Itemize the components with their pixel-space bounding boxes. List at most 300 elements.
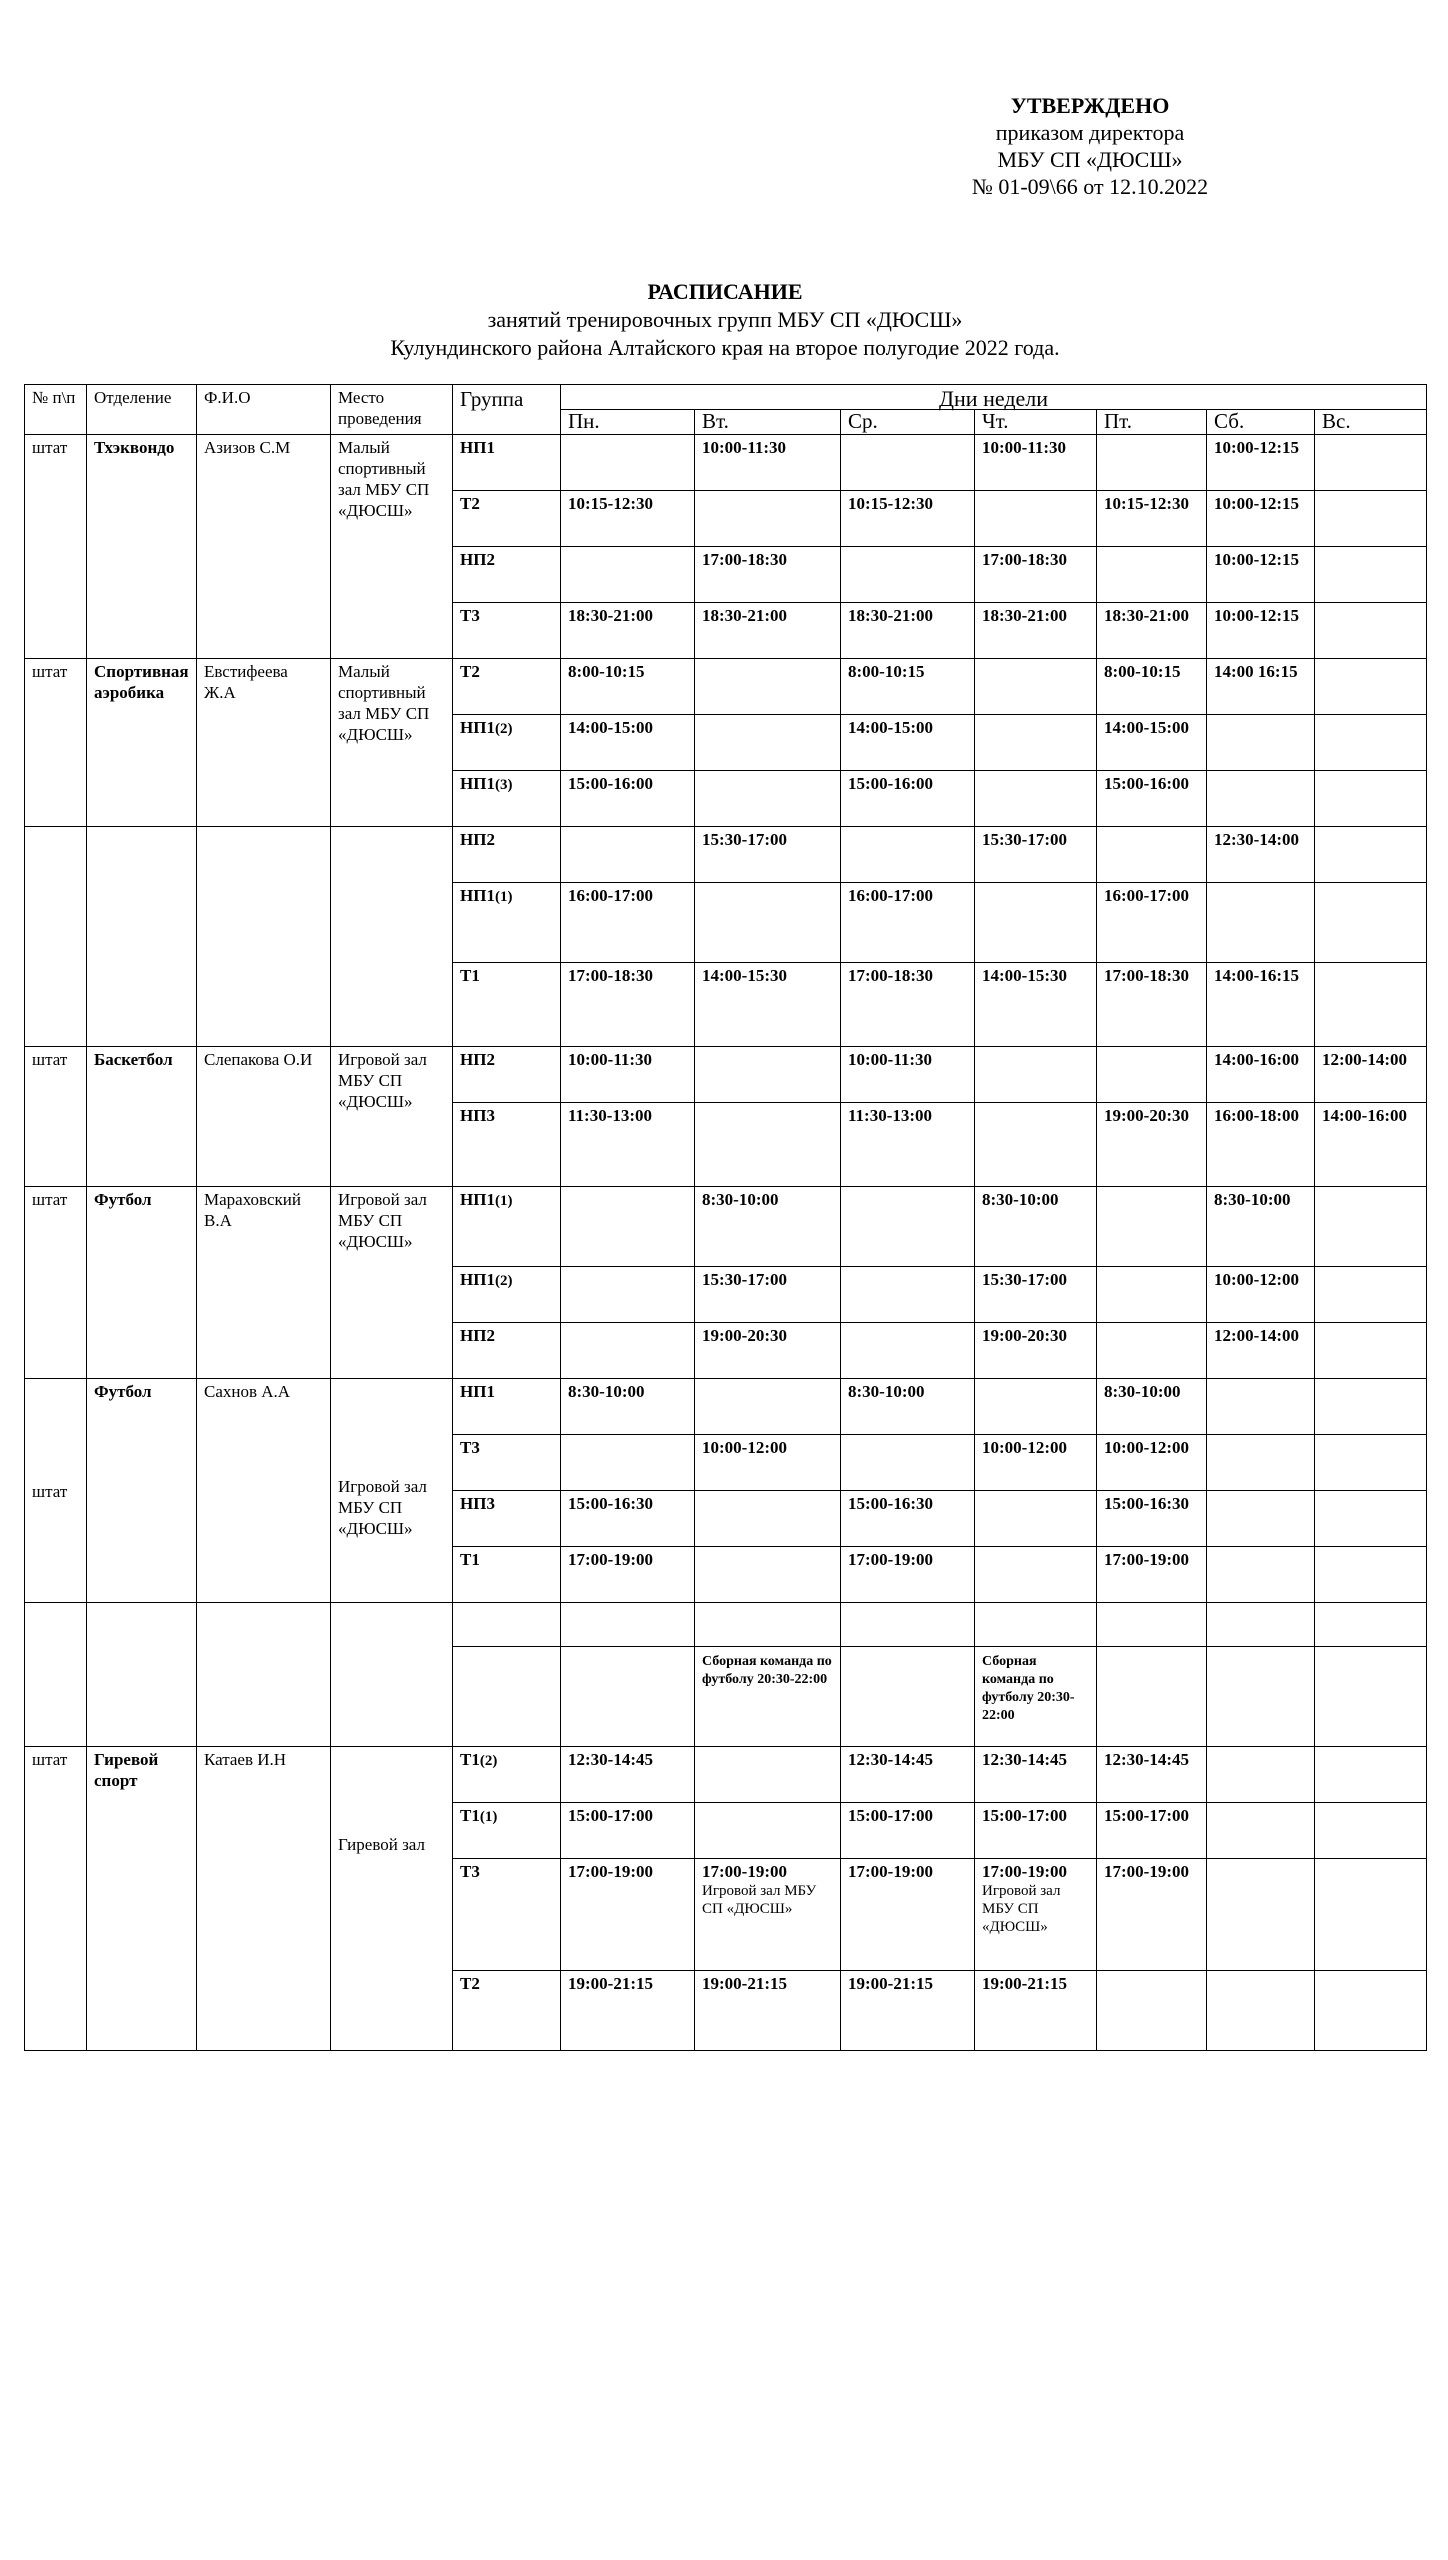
time-slot: 19:00-20:30 xyxy=(982,1326,1067,1345)
schedule-cell xyxy=(1207,771,1315,827)
time-slot: 14:00 16:15 xyxy=(1214,662,1298,681)
group-name: НП3 xyxy=(460,1106,495,1125)
group-cell xyxy=(453,491,561,547)
group-cell xyxy=(453,1103,561,1187)
time-slot: 18:30-21:00 xyxy=(848,606,933,625)
schedule-cell xyxy=(975,435,1097,491)
time-slot: 14:00-15:00 xyxy=(568,718,653,737)
time-slot: 15:00-16:30 xyxy=(568,1494,653,1513)
group-cell xyxy=(453,1267,561,1323)
schedule-cell xyxy=(1097,491,1207,547)
schedule-cell xyxy=(561,1547,695,1603)
group-cell xyxy=(453,1047,561,1103)
place-text: Игровой зал МБУ СП «ДЮСШ» xyxy=(338,1190,427,1251)
schedule-cell xyxy=(695,1047,841,1103)
group-subnumber: (2) xyxy=(494,721,513,737)
table-row xyxy=(25,1603,1427,1647)
place-cell xyxy=(331,1603,453,1747)
schedule-cell xyxy=(841,1547,975,1603)
schedule-cell xyxy=(1315,827,1427,883)
schedule-cell xyxy=(1097,435,1207,491)
group-subnumber: (2) xyxy=(494,1273,513,1289)
time-slot: 19:00-21:15 xyxy=(982,1974,1067,1993)
schedule-cell xyxy=(841,1747,975,1803)
schedule-cell xyxy=(561,1435,695,1491)
group-cell xyxy=(453,1435,561,1491)
schedule-cell xyxy=(975,1803,1097,1859)
schedule-cell xyxy=(695,1859,841,1971)
place-text: Малый спортивный зал МБУ СП «ДЮСШ» xyxy=(338,438,430,520)
time-slot: 15:00-16:30 xyxy=(848,1494,933,1513)
day-header: Сб. xyxy=(1207,410,1315,435)
time-slot: 10:00-12:00 xyxy=(702,1438,787,1457)
time-slot: 17:00-18:30 xyxy=(1104,966,1189,985)
group-name: НП1 xyxy=(460,718,495,737)
schedule-cell xyxy=(1207,1747,1315,1803)
schedule-cell xyxy=(695,491,841,547)
coach-cell xyxy=(197,1603,331,1747)
schedule-cell xyxy=(1315,1971,1427,2051)
schedule-cell xyxy=(1207,1103,1315,1187)
table-row xyxy=(25,1047,1427,1103)
time-slot: 17:00-18:30 xyxy=(848,966,933,985)
time-slot: 10:00-11:30 xyxy=(702,438,787,457)
schedule-cell xyxy=(1207,1603,1315,1647)
schedule-cell xyxy=(975,1747,1097,1803)
schedule-cell xyxy=(695,1803,841,1859)
time-slot: 10:15-12:30 xyxy=(848,494,933,513)
schedule-cell xyxy=(1315,1379,1427,1435)
time-slot: 10:00-12:00 xyxy=(1214,1270,1299,1289)
venue-note: Игровой зал МБУ СП «ДЮСШ» xyxy=(982,1883,1061,1935)
time-slot: 17:00-19:00 xyxy=(1104,1862,1189,1881)
schedule-cell xyxy=(841,547,975,603)
coach-cell: Евстифеева Ж.А xyxy=(197,659,331,827)
time-slot: 17:00-19:00 xyxy=(982,1862,1067,1881)
team-note: Сборная команда по футболу 20:30-22:00 xyxy=(982,1654,1075,1723)
time-slot: 12:30-14:00 xyxy=(1214,830,1299,849)
schedule-cell xyxy=(1207,1859,1315,1971)
schedule-cell xyxy=(695,1323,841,1379)
table-row xyxy=(25,1379,1427,1435)
schedule-cell xyxy=(975,603,1097,659)
time-slot: 15:30-17:00 xyxy=(982,1270,1067,1289)
time-slot: 16:00-17:00 xyxy=(1104,886,1189,905)
group-cell xyxy=(453,827,561,883)
staff-cell: штат xyxy=(25,1747,87,2051)
schedule-cell xyxy=(1097,603,1207,659)
group-subnumber: (1) xyxy=(494,889,513,905)
time-slot: 15:00-17:00 xyxy=(848,1806,933,1825)
group-name: Т1 xyxy=(460,1550,480,1569)
schedule-cell xyxy=(1315,1803,1427,1859)
day-header: Ср. xyxy=(841,410,975,435)
approval-block xyxy=(900,92,1280,200)
department-cell: Футбол xyxy=(87,1379,197,1603)
group-name: НП2 xyxy=(460,550,495,569)
time-slot: 15:00-16:00 xyxy=(848,774,933,793)
schedule-cell xyxy=(1097,1435,1207,1491)
schedule-cell xyxy=(561,771,695,827)
table-row xyxy=(25,659,1427,715)
schedule-cell xyxy=(841,1323,975,1379)
time-slot: 10:00-11:30 xyxy=(848,1050,933,1069)
schedule-cell xyxy=(1315,659,1427,715)
time-slot: 12:00-14:00 xyxy=(1322,1050,1407,1069)
schedule-cell xyxy=(561,715,695,771)
schedule-cell xyxy=(561,1647,695,1747)
schedule-cell xyxy=(841,1047,975,1103)
time-slot: 16:00-18:00 xyxy=(1214,1106,1299,1125)
schedule-cell xyxy=(561,1603,695,1647)
schedule-cell xyxy=(841,435,975,491)
staff-cell: штат xyxy=(25,435,87,659)
schedule-cell xyxy=(975,963,1097,1047)
schedule-cell xyxy=(975,1047,1097,1103)
schedule-cell xyxy=(1207,603,1315,659)
group-cell xyxy=(453,1323,561,1379)
schedule-cell xyxy=(1315,771,1427,827)
schedule-cell xyxy=(1315,1323,1427,1379)
approval-line-2: МБУ СП «ДЮСШ» xyxy=(997,147,1183,172)
schedule-cell xyxy=(1097,1647,1207,1747)
time-slot: 10:00-12:15 xyxy=(1214,494,1299,513)
coach-cell: Слепакова О.И xyxy=(197,1047,331,1187)
time-slot: 17:00-18:30 xyxy=(982,550,1067,569)
place-text: Малый спортивный зал МБУ СП «ДЮСШ» xyxy=(338,662,430,744)
group-name: НП2 xyxy=(460,1050,495,1069)
document-title: РАСПИСАНИЕ xyxy=(647,279,803,304)
department-cell: Тхэквондо xyxy=(87,435,197,659)
schedule-cell xyxy=(1097,1187,1207,1267)
time-slot: 17:00-19:00 xyxy=(568,1862,653,1881)
schedule-cell xyxy=(841,659,975,715)
header-number: № п\п xyxy=(25,385,87,435)
schedule-cell xyxy=(695,1103,841,1187)
group-cell xyxy=(453,1803,561,1859)
time-slot: 8:30-10:00 xyxy=(982,1190,1059,1209)
schedule-cell xyxy=(1097,547,1207,603)
schedule-cell xyxy=(975,1647,1097,1747)
schedule-cell xyxy=(841,1491,975,1547)
table-row xyxy=(25,827,1427,883)
time-slot: 19:00-21:15 xyxy=(702,1974,787,1993)
time-slot: 19:00-21:15 xyxy=(568,1974,653,1993)
group-cell xyxy=(453,1971,561,2051)
schedule-cell xyxy=(1097,715,1207,771)
schedule-cell xyxy=(561,491,695,547)
time-slot: 11:30-13:00 xyxy=(848,1106,933,1125)
group-cell xyxy=(453,1187,561,1267)
coach-cell: Азизов С.М xyxy=(197,435,331,659)
schedule-cell xyxy=(1315,1547,1427,1603)
group-name: Т2 xyxy=(460,1974,480,1993)
group-cell xyxy=(453,1603,561,1647)
schedule-cell xyxy=(841,715,975,771)
schedule-cell xyxy=(561,883,695,963)
time-slot: 18:30-21:00 xyxy=(568,606,653,625)
schedule-cell xyxy=(695,1435,841,1491)
place-cell xyxy=(331,1379,453,1603)
day-header: Чт. xyxy=(975,410,1097,435)
schedule-cell xyxy=(841,1103,975,1187)
schedule-cell xyxy=(695,435,841,491)
schedule-cell xyxy=(1315,715,1427,771)
schedule-cell xyxy=(695,963,841,1047)
staff-cell: штат xyxy=(25,1047,87,1187)
schedule-cell xyxy=(841,603,975,659)
time-slot: 10:15-12:30 xyxy=(1104,494,1189,513)
time-slot: 10:00-12:15 xyxy=(1214,550,1299,569)
group-name: Т1 xyxy=(460,1750,480,1769)
team-note: Сборная команда по футболу 20:30-22:00 xyxy=(702,1654,832,1687)
place-cell xyxy=(331,659,453,827)
schedule-cell xyxy=(975,883,1097,963)
group-name: НП2 xyxy=(460,1326,495,1345)
header-group: Группа xyxy=(453,385,561,435)
header-coach: Ф.И.О xyxy=(197,385,331,435)
schedule-cell xyxy=(1207,659,1315,715)
group-cell xyxy=(453,1647,561,1747)
time-slot: 15:00-17:00 xyxy=(982,1806,1067,1825)
schedule-cell xyxy=(975,547,1097,603)
schedule-cell xyxy=(975,1435,1097,1491)
schedule-cell xyxy=(1097,1747,1207,1803)
group-name: НП1 xyxy=(460,774,495,793)
schedule-cell xyxy=(975,715,1097,771)
schedule-cell xyxy=(561,1047,695,1103)
schedule-cell xyxy=(1315,1187,1427,1267)
header-days: Дни недели xyxy=(561,385,1427,410)
schedule-cell xyxy=(561,603,695,659)
coach-cell: Мараховский В.А xyxy=(197,1187,331,1379)
schedule-cell xyxy=(1097,1603,1207,1647)
group-name: НП2 xyxy=(460,830,495,849)
schedule-cell xyxy=(695,1647,841,1747)
schedule-cell xyxy=(975,771,1097,827)
schedule-cell xyxy=(975,827,1097,883)
department-cell xyxy=(87,827,197,1047)
schedule-cell xyxy=(561,827,695,883)
schedule-cell xyxy=(695,1547,841,1603)
schedule-cell xyxy=(561,1267,695,1323)
department-cell: Футбол xyxy=(87,1187,197,1379)
schedule-cell xyxy=(695,827,841,883)
schedule-cell xyxy=(1207,1803,1315,1859)
group-name: Т2 xyxy=(460,494,480,513)
schedule-cell xyxy=(1315,963,1427,1047)
schedule-cell xyxy=(975,1379,1097,1435)
group-name: Т1 xyxy=(460,966,480,985)
schedule-cell xyxy=(1315,547,1427,603)
place-text: Игровой зал МБУ СП «ДЮСШ» xyxy=(338,1477,427,1538)
schedule-cell xyxy=(1207,1547,1315,1603)
schedule-cell xyxy=(1315,1267,1427,1323)
schedule-cell xyxy=(1207,1491,1315,1547)
schedule-cell xyxy=(841,883,975,963)
schedule-cell xyxy=(1207,547,1315,603)
time-slot: 8:30-10:00 xyxy=(568,1382,645,1401)
schedule-cell xyxy=(1207,1435,1315,1491)
document-subtitle-2: Кулундинского района Алтайского края на второе полугодие 2022 года. xyxy=(390,335,1060,360)
schedule-cell xyxy=(561,547,695,603)
schedule-cell xyxy=(1097,1103,1207,1187)
schedule-cell xyxy=(1207,1187,1315,1267)
department-cell: Гиревой спорт xyxy=(87,1747,197,2051)
day-header: Пн. xyxy=(561,410,695,435)
schedule-cell xyxy=(1315,1647,1427,1747)
time-slot: 14:00-15:00 xyxy=(848,718,933,737)
schedule-cell xyxy=(1315,1859,1427,1971)
group-cell xyxy=(453,1859,561,1971)
schedule-cell xyxy=(1097,1971,1207,2051)
schedule-cell xyxy=(1207,1379,1315,1435)
schedule-cell xyxy=(841,1647,975,1747)
schedule-cell xyxy=(841,1187,975,1267)
department-cell xyxy=(87,1603,197,1747)
schedule-cell xyxy=(561,1103,695,1187)
group-cell xyxy=(453,547,561,603)
document-subtitle-1: занятий тренировочных групп МБУ СП «ДЮСШ» xyxy=(487,307,963,332)
group-name: НП1 xyxy=(460,1270,495,1289)
schedule-cell xyxy=(561,659,695,715)
group-name: НП1 xyxy=(460,438,495,457)
time-slot: 11:30-13:00 xyxy=(568,1106,653,1125)
place-cell xyxy=(331,435,453,659)
time-slot: 16:00-17:00 xyxy=(848,886,933,905)
time-slot: 10:00-11:30 xyxy=(568,1050,653,1069)
group-subnumber: (3) xyxy=(494,777,513,793)
time-slot: 17:00-19:00 xyxy=(848,1550,933,1569)
schedule-cell xyxy=(1207,491,1315,547)
schedule-cell xyxy=(1207,963,1315,1047)
time-slot: 10:15-12:30 xyxy=(568,494,653,513)
group-cell xyxy=(453,603,561,659)
time-slot: 18:30-21:00 xyxy=(1104,606,1189,625)
time-slot: 12:30-14:45 xyxy=(1104,1750,1189,1769)
schedule-cell xyxy=(1207,1647,1315,1747)
time-slot: 18:30-21:00 xyxy=(982,606,1067,625)
place-cell xyxy=(331,1187,453,1379)
time-slot: 14:00-15:00 xyxy=(1104,718,1189,737)
schedule-cell xyxy=(1097,1323,1207,1379)
coach-cell xyxy=(197,827,331,1047)
time-slot: 15:00-16:30 xyxy=(1104,1494,1189,1513)
schedule-cell xyxy=(695,1379,841,1435)
time-slot: 8:30-10:00 xyxy=(1104,1382,1181,1401)
table-row xyxy=(25,435,1427,491)
time-slot: 8:00-10:15 xyxy=(1104,662,1181,681)
schedule-cell xyxy=(1097,1491,1207,1547)
schedule-cell xyxy=(695,883,841,963)
schedule-cell xyxy=(1097,883,1207,963)
schedule-cell xyxy=(1315,1747,1427,1803)
group-cell xyxy=(453,883,561,963)
schedule-cell xyxy=(1315,1103,1427,1187)
time-slot: 14:00-16:00 xyxy=(1214,1050,1299,1069)
schedule-cell xyxy=(561,1323,695,1379)
schedule-cell xyxy=(695,771,841,827)
group-name: Т1 xyxy=(460,1806,480,1825)
group-cell xyxy=(453,771,561,827)
time-slot: 17:00-18:30 xyxy=(702,550,787,569)
time-slot: 19:00-20:30 xyxy=(1104,1106,1189,1125)
time-slot: 17:00-19:00 xyxy=(1104,1550,1189,1569)
time-slot: 17:00-18:30 xyxy=(568,966,653,985)
schedule-cell xyxy=(1097,827,1207,883)
schedule-cell xyxy=(975,1491,1097,1547)
header-department: Отделение xyxy=(87,385,197,435)
schedule-cell xyxy=(975,1971,1097,2051)
group-subnumber: (2) xyxy=(479,1753,498,1769)
place-text: Гиревой зал xyxy=(338,1835,425,1854)
schedule-cell xyxy=(1097,1547,1207,1603)
schedule-table xyxy=(24,384,1427,2051)
time-slot: 10:00-12:00 xyxy=(1104,1438,1189,1457)
place-cell xyxy=(331,1747,453,2051)
time-slot: 15:30-17:00 xyxy=(982,830,1067,849)
schedule-cell xyxy=(841,491,975,547)
schedule-cell xyxy=(841,827,975,883)
time-slot: 12:30-14:45 xyxy=(568,1750,653,1769)
time-slot: 17:00-19:00 xyxy=(568,1550,653,1569)
staff-cell: штат xyxy=(25,659,87,827)
schedule-cell xyxy=(695,1747,841,1803)
place-text: Игровой зал МБУ СП «ДЮСШ» xyxy=(338,1050,427,1111)
time-slot: 18:30-21:00 xyxy=(702,606,787,625)
header-place: Место проведения xyxy=(331,385,453,435)
time-slot: 14:00-16:00 xyxy=(1322,1106,1407,1125)
schedule-cell xyxy=(1097,963,1207,1047)
time-slot: 16:00-17:00 xyxy=(568,886,653,905)
document-heading xyxy=(200,278,1250,362)
group-cell xyxy=(453,963,561,1047)
time-slot: 17:00-19:00 xyxy=(702,1862,787,1881)
time-slot: 15:00-17:00 xyxy=(1104,1806,1189,1825)
schedule-cell xyxy=(841,1859,975,1971)
group-name: НП1 xyxy=(460,886,495,905)
time-slot: 10:00-12:00 xyxy=(982,1438,1067,1457)
group-name: Т3 xyxy=(460,606,480,625)
group-cell xyxy=(453,1747,561,1803)
schedule-cell xyxy=(695,1267,841,1323)
schedule-cell xyxy=(1315,435,1427,491)
schedule-cell xyxy=(841,1435,975,1491)
schedule-cell xyxy=(1315,1603,1427,1647)
staff-cell: штат xyxy=(25,1187,87,1379)
schedule-cell xyxy=(561,1803,695,1859)
schedule-cell xyxy=(1207,1323,1315,1379)
time-slot: 8:30-10:00 xyxy=(1214,1190,1291,1209)
time-slot: 12:00-14:00 xyxy=(1214,1326,1299,1345)
schedule-cell xyxy=(1315,603,1427,659)
schedule-cell xyxy=(1097,1803,1207,1859)
time-slot: 19:00-21:15 xyxy=(848,1974,933,1993)
group-name: Т3 xyxy=(460,1438,480,1457)
schedule-cell xyxy=(1097,771,1207,827)
place-cell xyxy=(331,827,453,1047)
day-header: Вс. xyxy=(1315,410,1427,435)
schedule-cell xyxy=(1315,1435,1427,1491)
time-slot: 8:00-10:15 xyxy=(568,662,645,681)
group-subnumber: (1) xyxy=(494,1193,513,1209)
group-cell xyxy=(453,435,561,491)
time-slot: 12:30-14:45 xyxy=(848,1750,933,1769)
time-slot: 15:30-17:00 xyxy=(702,1270,787,1289)
schedule-cell xyxy=(695,1491,841,1547)
schedule-cell xyxy=(841,1267,975,1323)
time-slot: 14:00-16:15 xyxy=(1214,966,1299,985)
